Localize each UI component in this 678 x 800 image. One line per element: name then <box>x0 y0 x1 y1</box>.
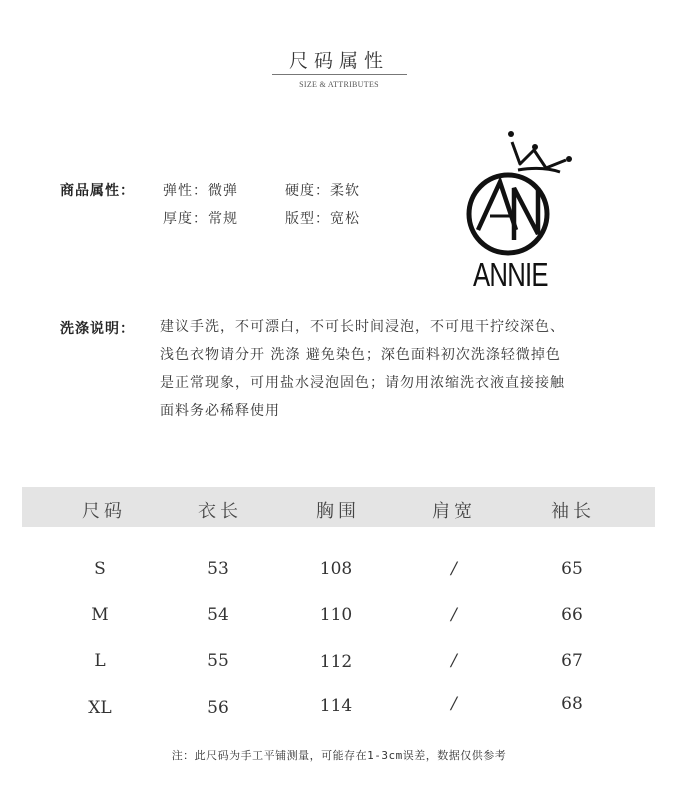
page-subtitle: SIZE & ATTRIBUTES <box>299 80 379 89</box>
washing-instructions <box>160 313 610 425</box>
table-cell-length: 54 <box>207 605 229 625</box>
column-header-chest: 胸围 <box>316 501 360 522</box>
attr-elasticity: 弹性：微弹 <box>163 183 238 199</box>
table-cell-sleeve: 66 <box>561 605 583 625</box>
column-header-size: 尺码 <box>82 501 126 522</box>
table-cell-chest: 112 <box>319 652 353 672</box>
table-cell-chest: 114 <box>319 696 353 716</box>
table-cell-length: 55 <box>207 651 229 671</box>
attr-hardness: 硬度：柔软 <box>285 183 360 199</box>
table-cell-size: M <box>91 605 109 625</box>
attributes-label: 商品属性： <box>60 183 135 199</box>
measurement-note: 注：此尺码为手工平铺测量，可能存在1-3cm误差，数据仅供参考 <box>171 749 507 762</box>
page-title: 尺码属性 <box>288 50 389 72</box>
table-cell-chest: 110 <box>319 605 353 625</box>
column-header-shoulder: 肩宽 <box>432 501 476 522</box>
table-cell-sleeve: 65 <box>561 559 583 579</box>
table-cell-chest: 108 <box>319 559 353 579</box>
table-cell-size: XL <box>88 698 112 718</box>
table-cell-length: 56 <box>207 698 229 718</box>
table-cell-length: 53 <box>207 559 229 579</box>
logo-ring <box>469 175 547 253</box>
section-header <box>0 46 678 73</box>
table-cell-shoulder: / <box>451 651 457 671</box>
table-cell-shoulder: / <box>451 559 457 579</box>
title-divider <box>272 74 407 75</box>
washing-line: 面料务必稀释使用 <box>160 403 280 419</box>
washing-label: 洗涤说明： <box>60 321 135 337</box>
table-cell-sleeve: 67 <box>561 651 583 671</box>
logo-wordmark: ANNIE <box>473 256 548 293</box>
column-header-length: 衣长 <box>198 501 242 522</box>
washing-line: 浅色衣物请分开 洗涤 避免染色；深色面料初次洗涤轻微掉色 <box>160 347 561 363</box>
attr-thickness: 厚度：常规 <box>163 211 238 227</box>
column-header-sleeve: 袖长 <box>551 501 595 522</box>
table-cell-sleeve: 68 <box>561 694 583 714</box>
attr-fit: 版型：宽松 <box>285 211 360 227</box>
table-cell-size: L <box>94 651 106 671</box>
washing-line: 建议手洗，不可漂白，不可长时间浸泡，不可甩干拧绞深色、 <box>160 319 565 335</box>
table-cell-shoulder: / <box>451 694 457 714</box>
washing-line: 是正常现象，可用盐水浸泡固色；请勿用浓缩洗衣液直接接触 <box>160 375 565 391</box>
table-cell-size: S <box>94 559 106 579</box>
crown-icon <box>512 142 566 172</box>
table-cell-shoulder: / <box>451 605 457 625</box>
